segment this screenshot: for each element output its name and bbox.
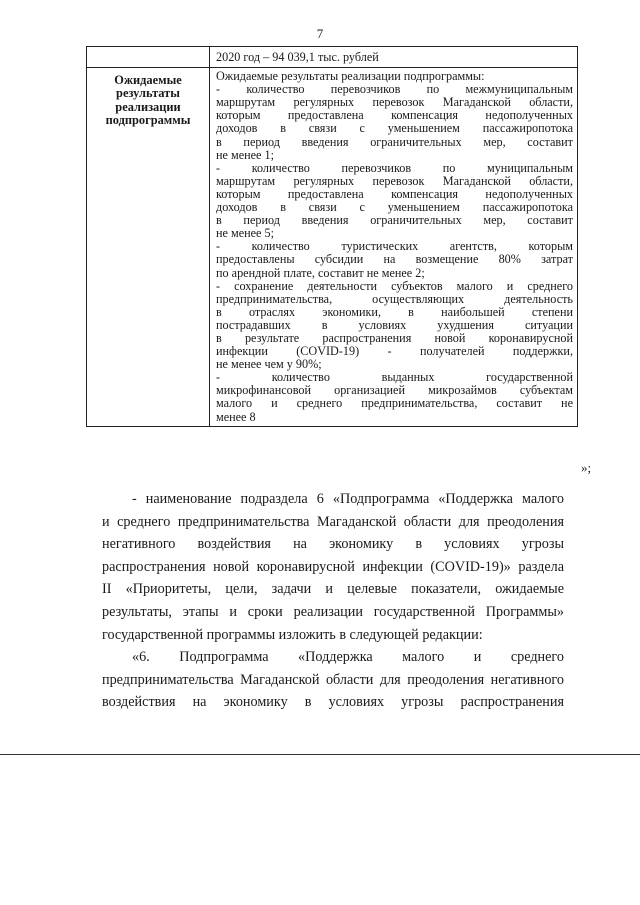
results-line: микрофинансовой организацией микрозаймов субъектам (216, 383, 573, 398)
results-line: предоставлены субсидии на возмещение 80% затрат (216, 252, 573, 267)
program-table (86, 46, 578, 427)
results-line: маршрутам регулярных перевозок Магаданской области, (216, 95, 573, 110)
results-line: доходов в связи с уменьшением пассажиропотока (216, 121, 573, 136)
results-line: малого и среднего предпринимательства, составит не (216, 396, 573, 411)
results-line: доходов в связи с уменьшением пассажиропотока (216, 200, 573, 215)
results-line: предпринимательства, осуществляющих деятельность (216, 291, 573, 306)
empty-label-cell (87, 47, 210, 68)
results-line: - сохранение деятельности субъектов малого и среднего (216, 278, 573, 293)
results-line: по арендной плате, составит не менее 2; (216, 265, 425, 280)
results-line: не менее 5; (216, 226, 274, 241)
closing-quote: »; (581, 460, 592, 475)
results-line: менее 8 (216, 409, 256, 424)
results-line: маршрутам регулярных перевозок Магаданской области, (216, 173, 573, 188)
results-line: которым предоставлена компенсация недополученных (216, 108, 573, 123)
funding-cell: 2020 год – 94 039,1 тыс. рублей (210, 47, 578, 68)
results-line: - количество туристических агентств, которым (216, 239, 573, 254)
results-line: в отраслях экономики, в наибольшей степени (216, 304, 573, 319)
results-line: не менее 1; (216, 147, 274, 162)
results-line: которым предоставлена компенсация недополученных (216, 186, 573, 201)
body-line: предпринимательства Магаданской области для преодоления негативного (102, 671, 564, 688)
page-separator (0, 754, 640, 755)
table-row-funding (87, 47, 578, 68)
results-line: не менее чем у 90%; (216, 357, 322, 372)
body-line: - наименование подраздела 6 «Подпрограмма «Поддержка малого (132, 491, 564, 507)
body-line: распространения новой коронавирусной инфекции (COVID-19)» раздела (102, 558, 564, 575)
results-line: Ожидаемые результаты реализации подпрограммы: (216, 69, 485, 84)
body-line: и среднего предпринимательства Магаданской области для преодоления (102, 513, 564, 530)
body-line: негативного воздействия на экономику в условиях угрозы (102, 536, 564, 553)
results-line: инфекции (COVID-19) - получателей поддержки, (216, 344, 573, 359)
page-number: 7 (316, 26, 324, 41)
results-line: - количество выданных государственной (216, 370, 573, 385)
results-line: в период введения ограничительных мер, составит (216, 213, 573, 228)
body-line: результаты, этапы и сроки реализации государственной Программы» (102, 603, 564, 620)
results-value-cell (210, 68, 578, 427)
results-line: - количество перевозчиков по межмуниципальным (216, 82, 573, 97)
body-line: II «Приоритеты, цели, задачи и целевые показатели, ожидаемые (102, 581, 564, 598)
results-label: Ожидаемые результаты реализации подпрограммы (105, 73, 191, 127)
results-line: в результате распространения новой коронавирусной (216, 330, 573, 345)
body-paragraphs (102, 488, 564, 714)
body-line: воздействия на экономику в условиях угрозы распространения (102, 694, 564, 711)
body-line: «6. Подпрограмма «Поддержка малого и среднего (132, 649, 564, 666)
results-line: в период введения ограничительных мер, составит (216, 134, 573, 149)
results-line: - количество перевозчиков по муниципальным (216, 160, 573, 175)
results-text (216, 70, 573, 424)
results-label-cell (87, 68, 210, 427)
table-row-results (87, 68, 578, 427)
body-line: государственной программы изложить в следующей редакции: (102, 626, 483, 643)
results-line: пострадавших в условиях ухудшения ситуации (216, 317, 573, 332)
